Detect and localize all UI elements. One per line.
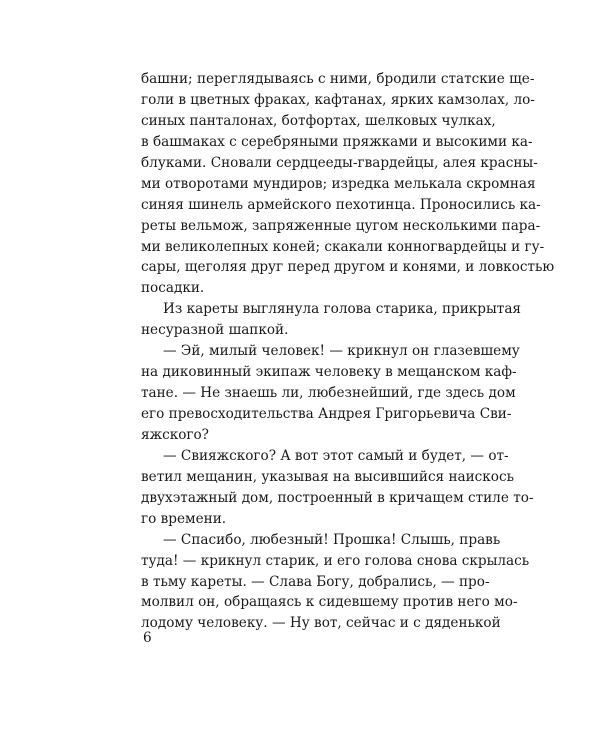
text-line: посадки. [141,280,205,297]
text-line: туда! — крикнул старик, и его голова снова скрылась [141,552,530,569]
text-line: несуразной шапкой. [141,322,289,339]
text-line: синяя шинель армейского пехотинца. Проносились ка- [141,196,541,213]
text-line: на диковинный экипаж человеку в мещанском каф- [141,364,517,381]
text-line: тане. — Не знаешь ли, любезнейший, где здесь дом [141,385,516,402]
text-line: голи в цветных фраках, кафтанах, ярких камзолах, ло- [141,91,535,108]
page-number: 6 [143,630,152,646]
text-line: — Эй, милый человек! — крикнул он глазевшему [163,343,520,360]
text-line: блуками. Сновали сердцееды-гвардейцы, алея красны- [141,154,538,171]
body-text [141,69,555,634]
text-line: го времени. [141,510,227,527]
text-line: — Свияжского? А вот этот самый и будет, — от- [163,447,509,464]
text-line: молвил он, обращаясь к сидевшему против него мо- [141,594,518,611]
text-line: ветил мещанин, указывая на высившийся наискось [141,468,514,485]
text-line: его превосходительства Андрея Григорьевича Сви- [141,406,512,422]
text-line: сары, щеголяя друг перед другом и конями, и ловкостью [141,259,555,276]
text-line: ми великолепных коней; скакали конногвардейцы и гу- [141,238,545,255]
text-line: двухэтажный дом, построенный в кричащем стиле то- [141,489,534,506]
text-line: синых панталонах, ботфортах, шелковых чулках, [141,112,496,129]
text-line: ми отворотами мундиров; изредка мелькала скромная [141,175,536,192]
text-line: в тьму кареты. — Слава Богу, добрались, — про- [141,573,490,590]
text-line: Из кареты выглянула голова старика, прикрытая [163,301,522,318]
text-line: лодому человеку. — Ну вот, сейчас и с дяденькой [141,615,501,632]
text-line: реты вельмож, запряженные цугом несколькими пара- [141,217,541,234]
text-line: башни; переглядываясь с ними, бродили статские ще- [141,71,535,87]
text-line: яжского? [141,426,209,443]
text-line: в башмаках с серебряными пряжками и высокими ка- [141,133,533,150]
text-line: — Спасибо, любезный! Прошка! Слышь, правь [163,531,501,548]
